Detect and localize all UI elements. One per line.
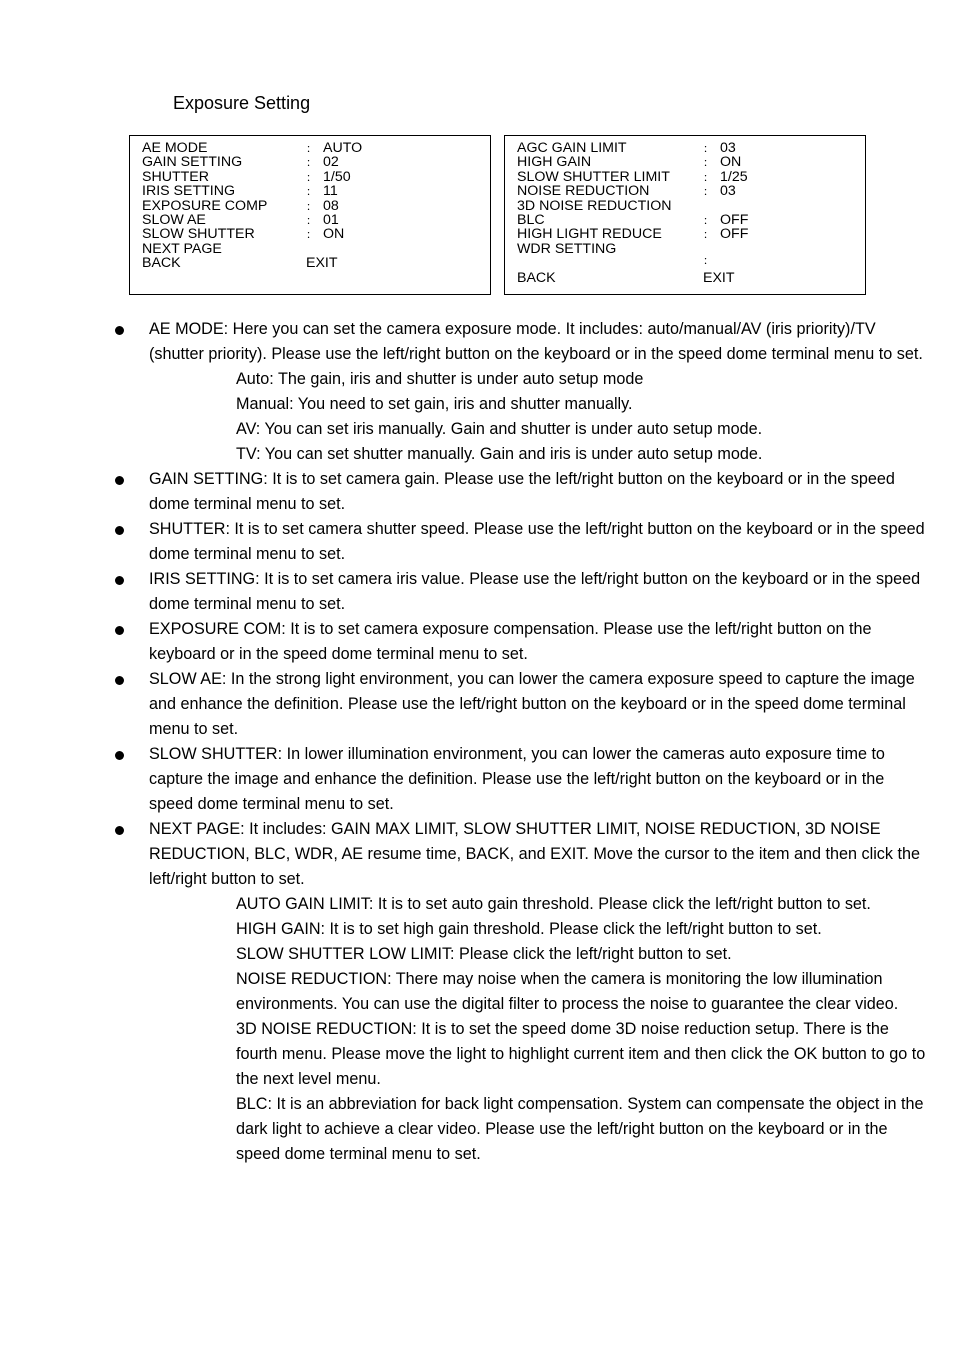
menu-separator: ：	[703, 186, 714, 199]
menu-item-label: 3D NOISE REDUCTION	[517, 197, 672, 214]
menu-separator: ：	[703, 229, 714, 242]
menu-separator: ：	[306, 229, 317, 242]
menu-item-value: 03	[720, 140, 736, 156]
menu-row	[517, 141, 861, 155]
sub-item: SLOW SHUTTER LOW LIMIT: Please click the left/right button to set.	[236, 945, 732, 963]
menu-separator: ：	[306, 215, 317, 227]
menu-separator: ：	[703, 215, 714, 227]
bullet-text: AE MODE: Here you can set the camera exposure mode. It includes: auto/manual/AV (iris priority)/TV (shutter priority). Please use the left/right button on the keyboard or in the speed dome terminal menu to set.	[149, 320, 923, 363]
bullet-item	[0, 467, 954, 517]
menu-item-label: SLOW SHUTTER LIMIT	[517, 168, 670, 185]
description-list	[0, 317, 954, 1167]
menu-row	[142, 184, 486, 198]
sub-item: TV: You can set shutter manually. Gain and iris is under auto setup mode.	[236, 445, 763, 463]
bullet-text: GAIN SETTING: It is to set camera gain. Please use the left/right button on the keyboard or in the speed dome terminal menu to set.	[149, 470, 895, 513]
menu-row	[142, 199, 486, 213]
menu-item-value: OFF	[720, 226, 749, 243]
sub-item: Auto: The gain, iris and shutter is under auto setup mode	[236, 370, 644, 388]
exposure-menu-page-1	[129, 135, 491, 295]
menu-row	[142, 242, 486, 256]
menu-item-label: NOISE REDUCTION	[517, 183, 650, 200]
menu-item-value: 02	[323, 154, 339, 171]
menu-item-value: 1/25	[720, 168, 748, 185]
menu-item-label: SLOW AE	[142, 212, 206, 228]
menu-item-label: WDR SETTING	[517, 240, 617, 257]
menu-item-label: BACK	[142, 255, 181, 272]
menu-item-label: GAIN SETTING	[142, 154, 243, 171]
menu-row	[517, 199, 861, 213]
menu-item-value: AUTO	[323, 140, 363, 156]
menu-separator: ：	[703, 157, 714, 170]
menu-item-value: 01	[323, 212, 339, 228]
bullet-item	[0, 617, 954, 667]
bullet-text: SLOW AE: In the strong light environment, you can lower the camera exposure speed to capture the image and enhance the definition. Please use the left/right button on the keyboard or in the speed dome terminal menu to set.	[149, 670, 915, 738]
menu-separator: ：	[703, 143, 714, 155]
menu-row	[142, 256, 486, 270]
menu-item-value: 11	[323, 183, 338, 200]
menu-separator: ：	[306, 171, 317, 184]
menu-row	[517, 271, 861, 285]
menu-row	[517, 213, 861, 227]
bullet-dot-icon	[115, 476, 124, 485]
sub-item: AUTO GAIN LIMIT: It is to set auto gain threshold. Please click the left/right button to set.	[236, 895, 871, 913]
bullet-text: SHUTTER: It is to set camera shutter speed. Please use the left/right button on the keyboard or in the speed dome terminal menu to set.	[149, 520, 925, 563]
menu-row	[142, 155, 486, 169]
exposure-menu-page-2	[504, 135, 866, 295]
menu-item-label: HIGH LIGHT REDUCE	[517, 226, 662, 243]
menu-separator: ：	[306, 143, 317, 155]
bullet-dot-icon	[115, 326, 124, 335]
menu-item-value: OFF	[720, 212, 749, 228]
menu-item-value: ON	[323, 226, 345, 243]
bullet-item	[0, 317, 954, 367]
bullet-item	[0, 742, 954, 817]
bullet-text: IRIS SETTING: It is to set camera iris value. Please use the left/right button on the keyboard or in the speed dome terminal menu to set.	[149, 570, 921, 613]
sub-item: BLC: It is an abbreviation for back light compensation. System can compensate the object in the dark light to achieve a clear video. Please use the left/right button on the keyboard or in the speed dome terminal menu to set.	[236, 1095, 924, 1163]
sub-item: 3D NOISE REDUCTION: It is to set the speed dome 3D noise reduction setup. There is the fourth menu. Please move the light to highlight current item and then click the OK button to go to the next level menu.	[236, 1020, 926, 1088]
menu-item-value: 03	[720, 183, 736, 200]
menu-separator: ：	[703, 171, 714, 184]
menu-row	[517, 227, 861, 241]
sub-item: Manual: You need to set gain, iris and shutter manually.	[236, 395, 633, 413]
section-heading: Exposure Setting	[173, 93, 311, 113]
bullet-dot-icon	[115, 526, 124, 535]
bullet-text: NEXT PAGE: It includes: GAIN MAX LIMIT, SLOW SHUTTER LIMIT, NOISE REDUCTION, 3D NOISE REDUCTION, BLC, WDR, AE resume time, BACK, and EXIT. Move the cursor to the item and then click the left/right button to set.	[149, 820, 920, 888]
bullet-item	[0, 517, 954, 567]
menu-row	[142, 170, 486, 184]
menu-row	[517, 170, 861, 184]
menu-item-label: IRIS SETTING	[142, 183, 236, 200]
menu-row	[517, 155, 861, 169]
menu-item-label: SLOW SHUTTER	[142, 226, 255, 243]
bullet-dot-icon	[115, 826, 124, 835]
sub-item: HIGH GAIN: It is to set high gain threshold. Please click the left/right button to set.	[236, 920, 822, 938]
menu-item-value: 1/50	[323, 168, 351, 185]
menu-separator: ：	[306, 200, 317, 213]
menu-separator: ：	[306, 186, 317, 199]
menu-item-label: SHUTTER	[142, 168, 209, 185]
menu-row	[142, 227, 486, 241]
menu-separator: ：	[306, 157, 317, 170]
menu-item-value: EXIT	[306, 255, 338, 272]
bullet-dot-icon	[115, 576, 124, 585]
menu-item-value: ON	[720, 154, 742, 171]
menu-item-label: BACK	[517, 269, 556, 286]
sub-item: AV: You can set iris manually. Gain and shutter is under auto setup mode.	[236, 420, 763, 438]
menu-item-label: BLC	[517, 212, 545, 228]
bullet-item	[0, 817, 954, 892]
menu-row	[517, 253, 861, 267]
sub-item: NOISE REDUCTION: There may noise when the camera is monitoring the low illumination environments. You can use the digital filter to process the noise to guarantee the clear video.	[236, 970, 899, 1013]
bullet-text: EXPOSURE COM: It is to set camera exposure compensation. Please use the left/right button on the keyboard or in the speed dome terminal menu to set.	[149, 620, 872, 663]
bullet-dot-icon	[115, 626, 124, 635]
menu-item-label: NEXT PAGE	[142, 240, 222, 257]
bullet-dot-icon	[115, 676, 124, 685]
menu-item-value: EXIT	[703, 269, 735, 286]
menu-row	[142, 213, 486, 227]
menu-item-label: EXPOSURE COMP	[142, 197, 268, 214]
menu-row	[517, 184, 861, 198]
bullet-item	[0, 567, 954, 617]
bullet-dot-icon	[115, 751, 124, 760]
menu-item-label: AGC GAIN LIMIT	[517, 140, 627, 156]
menu-row	[142, 141, 486, 155]
bullet-item	[0, 667, 954, 742]
menu-item-label: HIGH GAIN	[517, 154, 592, 171]
menu-separator: ：	[703, 255, 714, 268]
menu-item-label: AE MODE	[142, 140, 208, 156]
bullet-text: SLOW SHUTTER: In lower illumination environment, you can lower the cameras auto exposure time to capture the image and enhance the definition. Please use the left/right button on the keyboard or in the speed dome terminal menu to set.	[149, 745, 885, 813]
menu-item-value: 08	[323, 197, 339, 214]
